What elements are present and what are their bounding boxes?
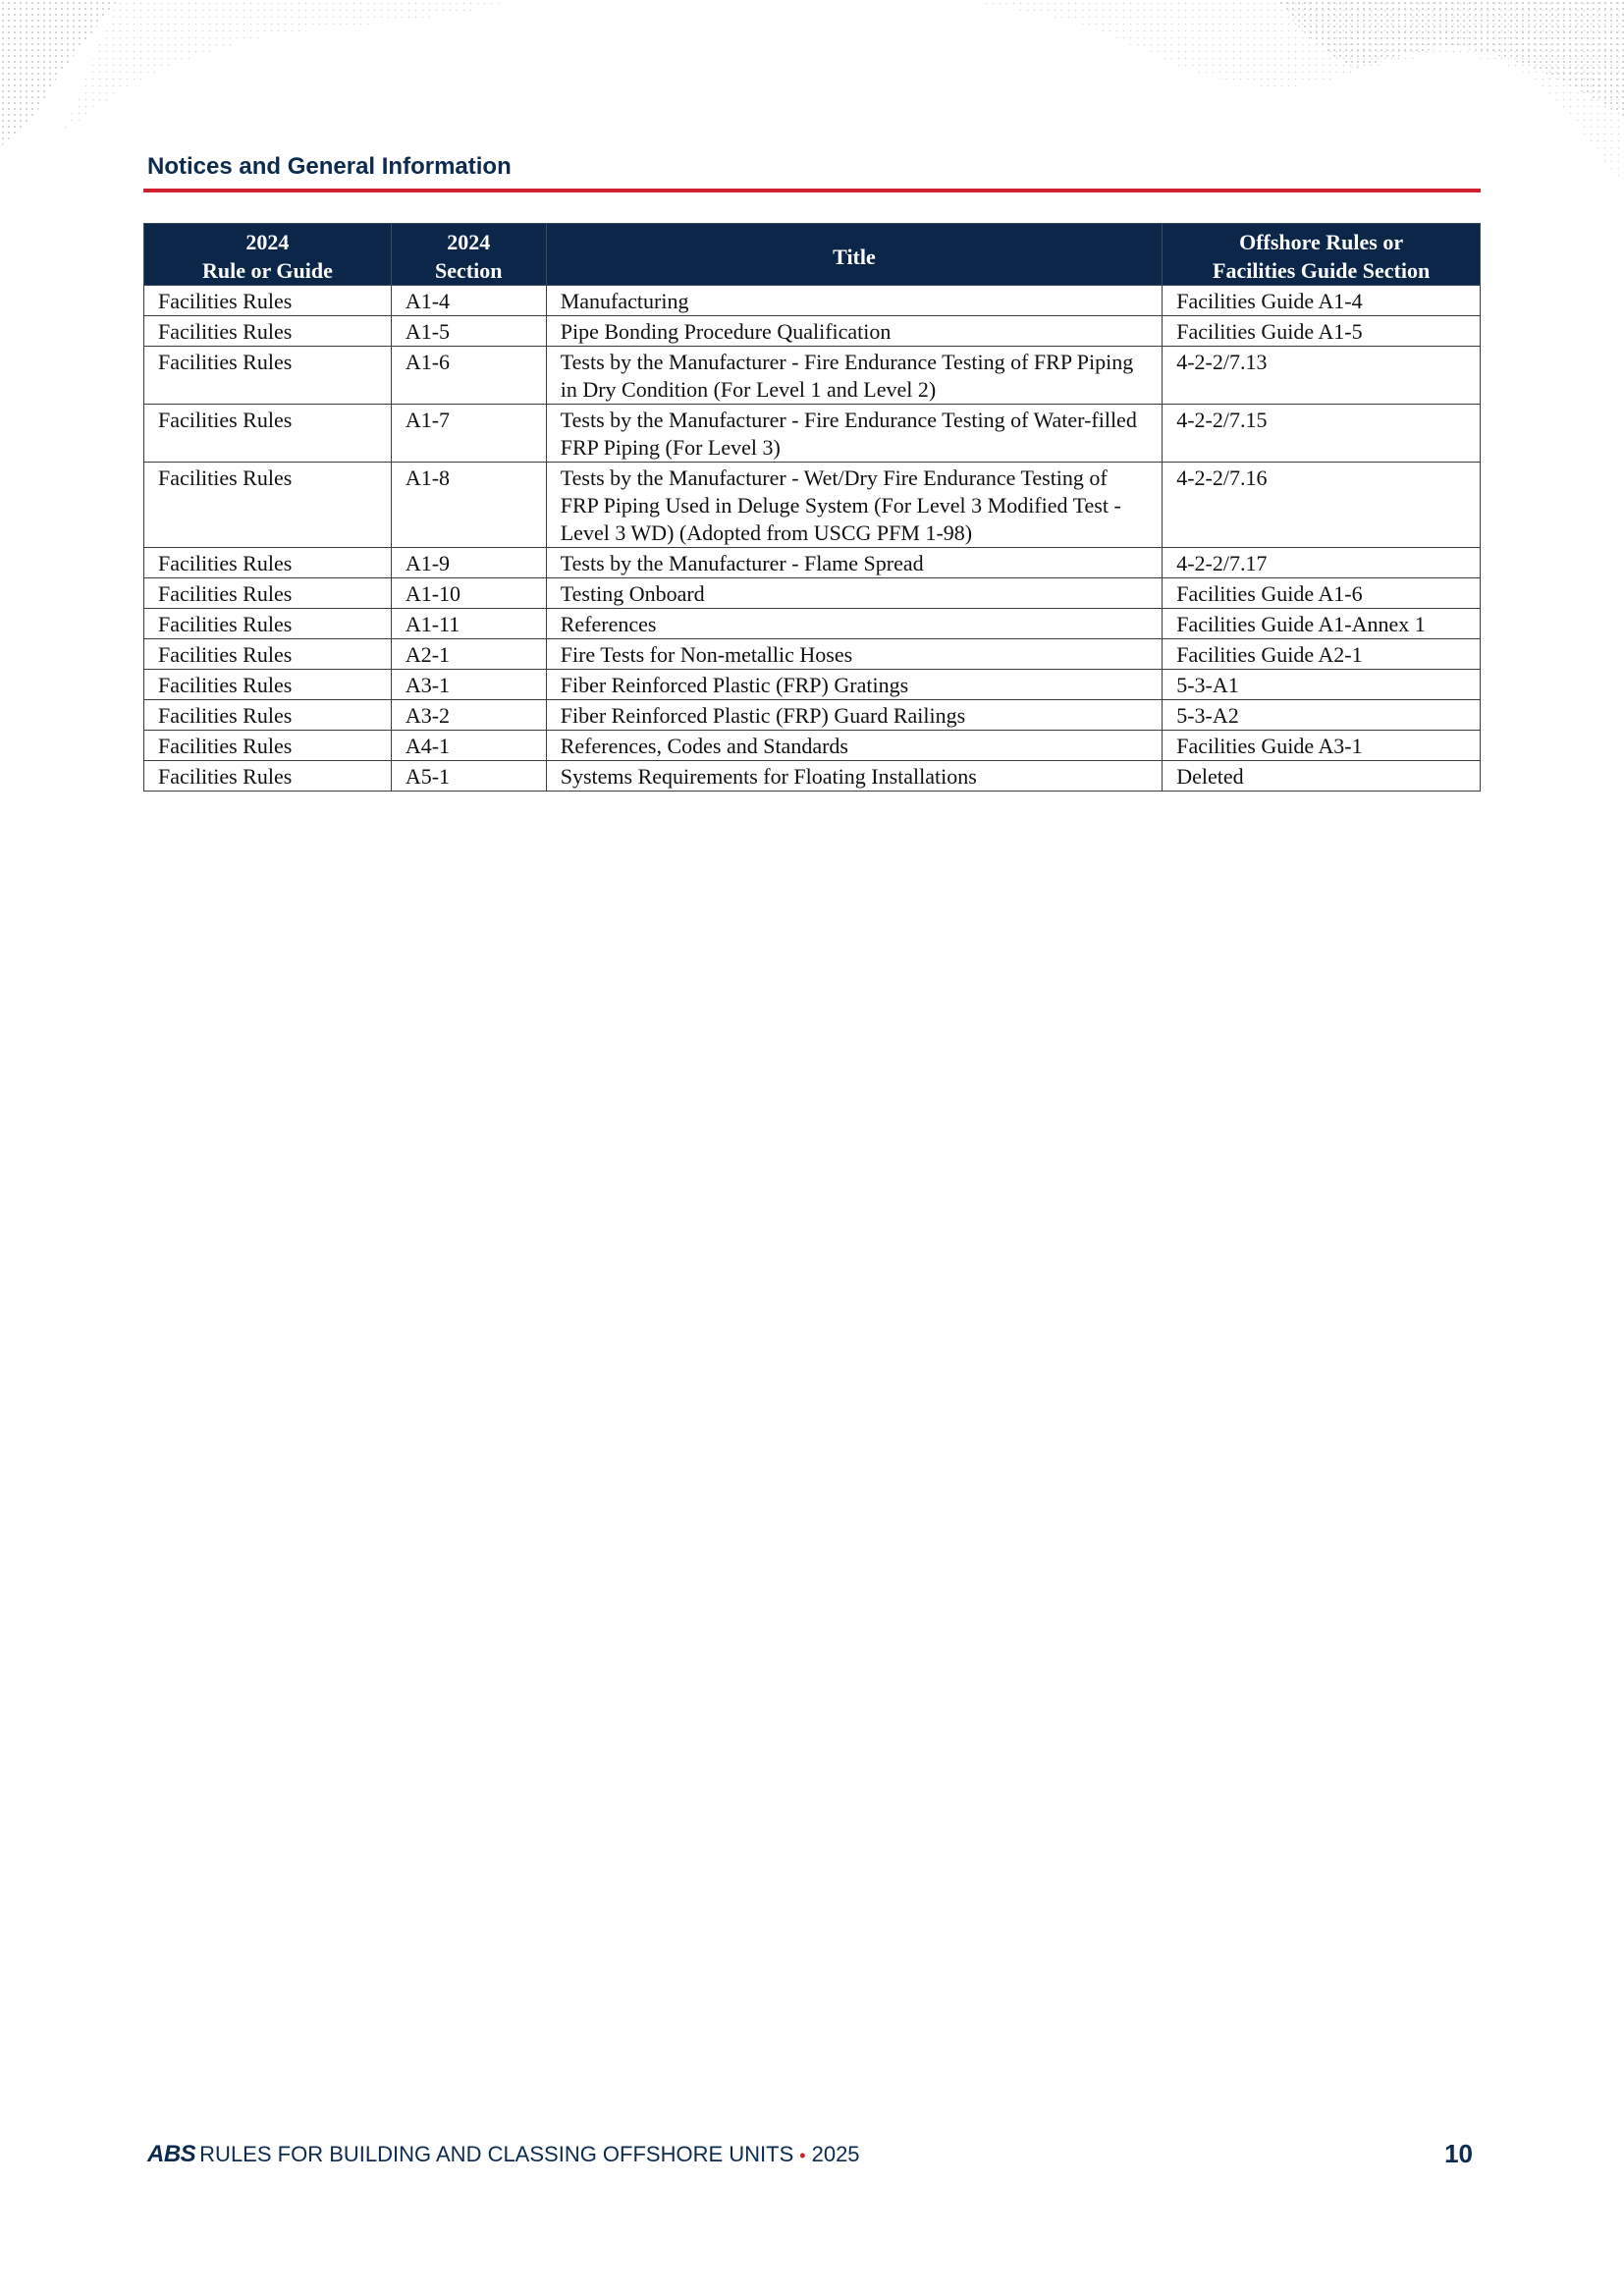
cell-rule-or-guide: Facilities Rules — [144, 731, 392, 761]
cell-title: Fiber Reinforced Plastic (FRP) Guard Railings — [546, 700, 1162, 731]
table-row — [144, 316, 1481, 347]
cell-title: Tests by the Manufacturer - Fire Endurance Testing of FRP Piping in Dry Condition (For Level 1 and Level 2) — [546, 347, 1162, 405]
cell-section: A3-1 — [391, 670, 546, 700]
cell-section: A1-5 — [391, 316, 546, 347]
cell-section: A1-7 — [391, 405, 546, 463]
cell-rule-or-guide: Facilities Rules — [144, 639, 392, 670]
header-line: Facilities Guide Section — [1213, 258, 1431, 283]
cell-title: Pipe Bonding Procedure Qualification — [546, 316, 1162, 347]
decorative-wave-pattern — [0, 0, 1624, 236]
cell-offshore-section: 4-2-2/7.17 — [1163, 548, 1481, 578]
table-row — [144, 286, 1481, 316]
cell-rule-or-guide: Facilities Rules — [144, 347, 392, 405]
cell-section: A1-4 — [391, 286, 546, 316]
cell-title: Tests by the Manufacturer - Wet/Dry Fire Endurance Testing of FRP Piping Used in Deluge System (For Level 3 Modified Test - Level 3 WD) (Adopted from USCG PFM 1-98) — [546, 463, 1162, 548]
cell-offshore-section: Facilities Guide A2-1 — [1163, 639, 1481, 670]
cell-section: A1-11 — [391, 609, 546, 639]
header-line: Rule or Guide — [202, 258, 333, 283]
table-row — [144, 731, 1481, 761]
cell-rule-or-guide: Facilities Rules — [144, 609, 392, 639]
cell-rule-or-guide: Facilities Rules — [144, 700, 392, 731]
cell-rule-or-guide: Facilities Rules — [144, 316, 392, 347]
cell-title: Manufacturing — [546, 286, 1162, 316]
cell-section: A4-1 — [391, 731, 546, 761]
cell-offshore-section: Deleted — [1163, 761, 1481, 792]
abs-logo: ABS — [147, 2141, 196, 2167]
heading-divider — [143, 189, 1481, 192]
cell-rule-or-guide: Facilities Rules — [144, 463, 392, 548]
cell-offshore-section: 4-2-2/7.15 — [1163, 405, 1481, 463]
column-header-section — [391, 224, 546, 286]
cell-section: A1-9 — [391, 548, 546, 578]
cell-section: A1-6 — [391, 347, 546, 405]
page-footer — [147, 2141, 1481, 2170]
cell-offshore-section: 4-2-2/7.16 — [1163, 463, 1481, 548]
cell-rule-or-guide: Facilities Rules — [144, 670, 392, 700]
header-line: Offshore Rules or — [1239, 230, 1404, 254]
cell-title: References — [546, 609, 1162, 639]
column-header-offshore-section — [1163, 224, 1481, 286]
cell-title: Tests by the Manufacturer - Flame Spread — [546, 548, 1162, 578]
table-row — [144, 548, 1481, 578]
header-line: Section — [435, 258, 503, 283]
table-body — [144, 286, 1481, 792]
section-title: Notices and General Information — [147, 153, 512, 180]
column-header-rule-or-guide — [144, 224, 392, 286]
table-row — [144, 347, 1481, 405]
cell-offshore-section: 5-3-A1 — [1163, 670, 1481, 700]
table-row — [144, 761, 1481, 792]
table-row — [144, 609, 1481, 639]
table-row — [144, 578, 1481, 609]
cell-offshore-section: 5-3-A2 — [1163, 700, 1481, 731]
rules-cross-reference-table — [143, 223, 1481, 792]
cell-offshore-section: Facilities Guide A1-6 — [1163, 578, 1481, 609]
cell-rule-or-guide: Facilities Rules — [144, 761, 392, 792]
cell-title: Tests by the Manufacturer - Fire Endurance Testing of Water-filled FRP Piping (For Level 3) — [546, 405, 1162, 463]
cell-title: Systems Requirements for Floating Installations — [546, 761, 1162, 792]
header-line: 2024 — [447, 230, 491, 254]
cell-section: A2-1 — [391, 639, 546, 670]
table-row — [144, 700, 1481, 731]
footer-year: 2025 — [811, 2142, 860, 2166]
cell-rule-or-guide: Facilities Rules — [144, 548, 392, 578]
cell-title: Fiber Reinforced Plastic (FRP) Gratings — [546, 670, 1162, 700]
page-number: 10 — [1444, 2139, 1473, 2168]
cell-rule-or-guide: Facilities Rules — [144, 405, 392, 463]
cell-title: Fire Tests for Non-metallic Hoses — [546, 639, 1162, 670]
table-row — [144, 405, 1481, 463]
cell-section: A1-10 — [391, 578, 546, 609]
cell-offshore-section: Facilities Guide A1-5 — [1163, 316, 1481, 347]
cell-title: References, Codes and Standards — [546, 731, 1162, 761]
table-row — [144, 639, 1481, 670]
table-header-row — [144, 224, 1481, 286]
footer-document-title: RULES FOR BUILDING AND CLASSING OFFSHORE UNITS — [199, 2142, 794, 2166]
header-line: Title — [833, 244, 876, 269]
header-line: 2024 — [245, 230, 290, 254]
cell-offshore-section: 4-2-2/7.13 — [1163, 347, 1481, 405]
cell-offshore-section: Facilities Guide A1-Annex 1 — [1163, 609, 1481, 639]
cell-title: Testing Onboard — [546, 578, 1162, 609]
cell-rule-or-guide: Facilities Rules — [144, 286, 392, 316]
cell-offshore-section: Facilities Guide A3-1 — [1163, 731, 1481, 761]
cell-rule-or-guide: Facilities Rules — [144, 578, 392, 609]
table-row — [144, 670, 1481, 700]
column-header-title — [546, 224, 1162, 286]
footer-separator: • — [799, 2146, 806, 2165]
cell-offshore-section: Facilities Guide A1-4 — [1163, 286, 1481, 316]
table-row — [144, 463, 1481, 548]
cell-section: A3-2 — [391, 700, 546, 731]
cell-section: A5-1 — [391, 761, 546, 792]
cell-section: A1-8 — [391, 463, 546, 548]
